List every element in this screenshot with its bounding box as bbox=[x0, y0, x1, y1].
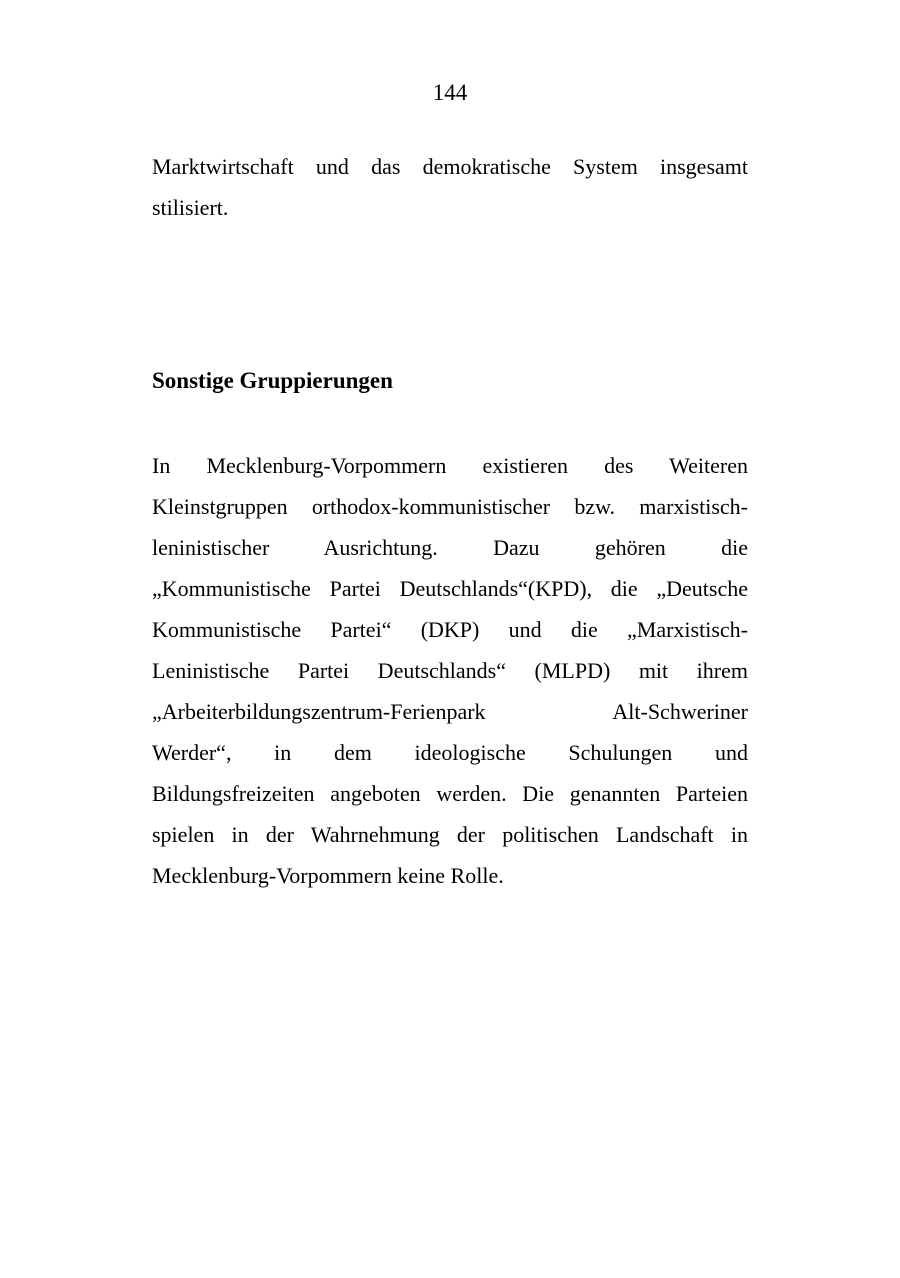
paragraph-line: spielen in der Wahrnehmung der politischen Landschaft in bbox=[152, 822, 748, 847]
paragraph-line: Kommunistische Partei“ (DKP) und die „Marxistisch- bbox=[152, 617, 748, 642]
section-heading: Sonstige Gruppierungen bbox=[152, 368, 393, 393]
paragraph-line: „Arbeiterbildungszentrum-Ferienpark Alt-Schweriner bbox=[152, 699, 748, 724]
section-paragraph bbox=[152, 445, 748, 896]
paragraph-line: stilisiert. bbox=[152, 195, 229, 220]
paragraph-line: leninistischer Ausrichtung. Dazu gehören die bbox=[152, 535, 748, 560]
page-number: 144 bbox=[432, 80, 468, 105]
continuation-paragraph bbox=[152, 146, 748, 228]
paragraph-line: Werder“, in dem ideologische Schulungen und bbox=[152, 740, 748, 765]
paragraph-line: Marktwirtschaft und das demokratische System insgesamt bbox=[152, 154, 748, 179]
paragraph-line: „Kommunistische Partei Deutschlands“(KPD), die „Deutsche bbox=[152, 576, 748, 601]
paragraph-line: In Mecklenburg-Vorpommern existieren des Weiteren bbox=[152, 453, 748, 478]
paragraph-line: Kleinstgruppen orthodox-kommunistischer bzw. marxistisch- bbox=[152, 494, 748, 519]
paragraph-line: Mecklenburg-Vorpommern keine Rolle. bbox=[152, 863, 504, 888]
paragraph-line: Leninistische Partei Deutschlands“ (MLPD) mit ihrem bbox=[152, 658, 748, 683]
paragraph-line: Bildungsfreizeiten angeboten werden. Die genannten Parteien bbox=[152, 781, 748, 806]
